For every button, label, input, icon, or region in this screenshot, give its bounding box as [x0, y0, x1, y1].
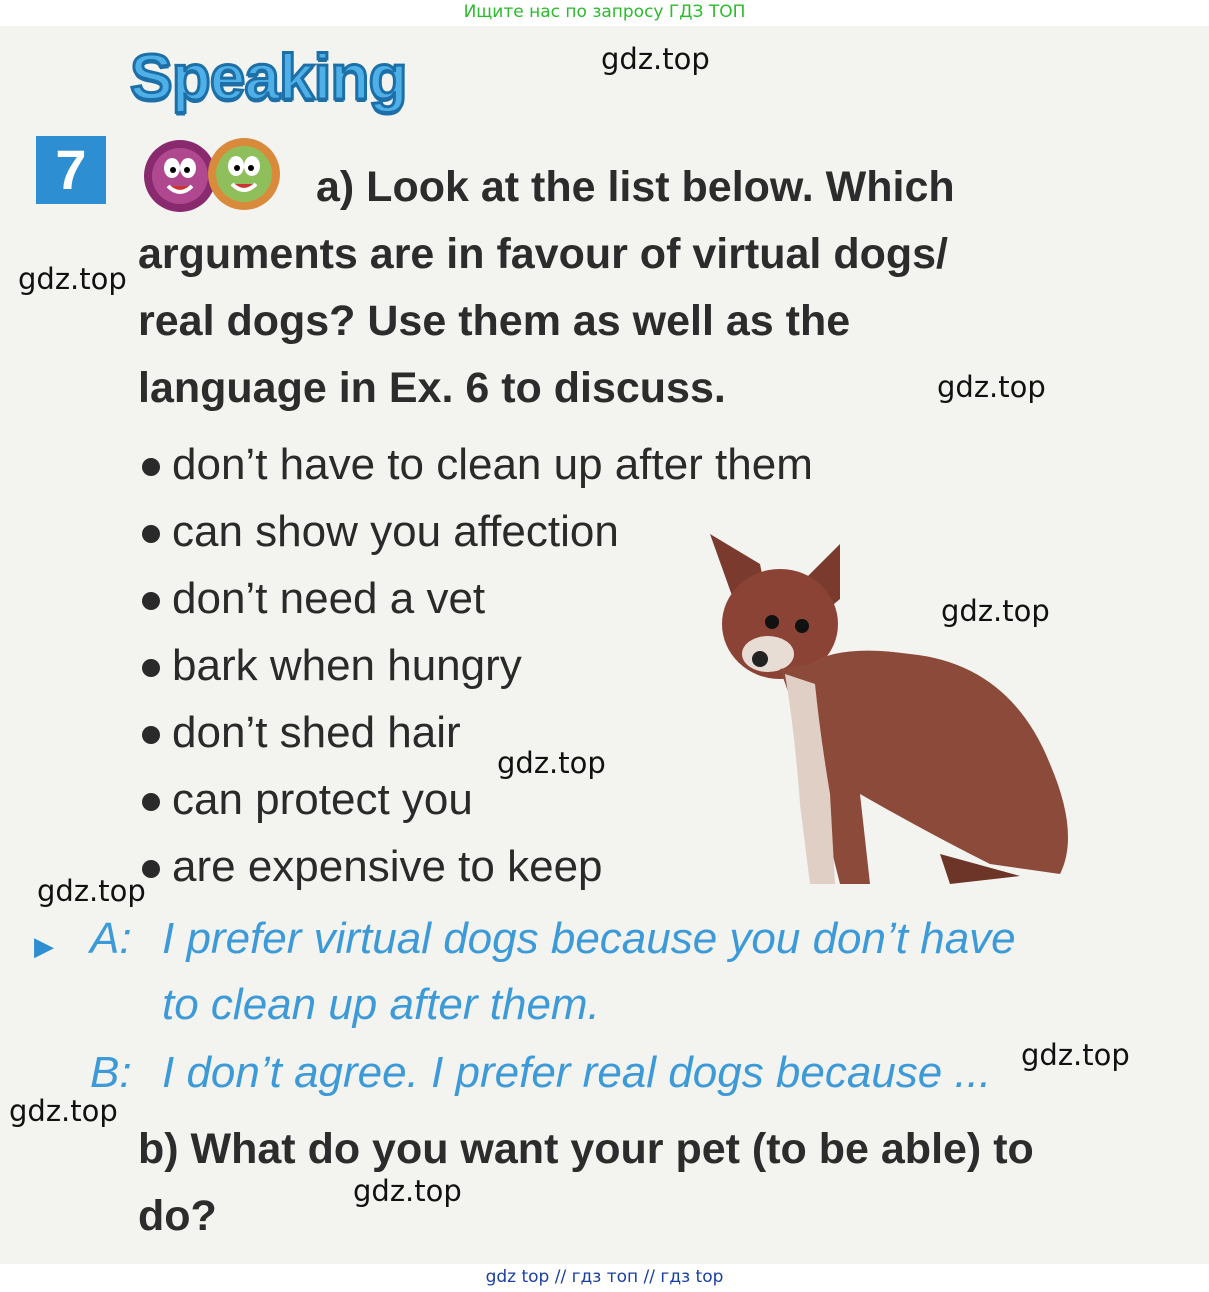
textbook-page — [0, 26, 1209, 1264]
bullet-icon — [142, 659, 160, 677]
chihuahua-dog-image — [690, 504, 1090, 904]
bullet-icon — [142, 458, 160, 476]
top-banner[interactable]: Ищите нас по запросу ГДЗ ТОП — [463, 2, 746, 22]
watermark: gdz.top — [497, 746, 606, 780]
list-item: are expensive to keep — [138, 833, 813, 900]
speaker-a-line-1: I prefer virtual dogs because you don’t have — [162, 914, 1016, 963]
bullet-icon — [142, 525, 160, 543]
watermark: gdz.top — [937, 370, 1046, 404]
bullet-icon — [142, 793, 160, 811]
list-item: can show you affection — [138, 498, 813, 565]
bullet-icon — [142, 592, 160, 610]
list-item: don’t need a vet — [138, 565, 813, 632]
watermark: gdz.top — [353, 1174, 462, 1208]
watermark: gdz.top — [18, 262, 127, 296]
watermark: gdz.top — [37, 874, 146, 908]
speaker-a-line-2: to clean up after them. — [162, 980, 600, 1029]
speaker-b-label: B: — [90, 1048, 132, 1097]
bullet-icon — [142, 726, 160, 744]
list-item: bark when hungry — [138, 632, 813, 699]
list-item: don’t have to clean up after them — [138, 431, 813, 498]
bottom-banner[interactable]: gdz top // гдз топ // гдз top — [485, 1267, 724, 1287]
speaker-b-line: I don’t agree. I prefer real dogs because ... — [162, 1048, 992, 1097]
play-arrow-icon: ▶ — [34, 931, 54, 961]
list-item: can protect you — [138, 766, 813, 833]
watermark: gdz.top — [941, 594, 1050, 628]
task-a-instruction: a) Look at the list below. Which arguments are in favour of virtual dogs/ real dogs? Use them as well as the language in Ex. 6 to discuss. — [138, 163, 955, 412]
section-title: Speaking — [130, 41, 407, 113]
exercise-number: 7 — [36, 136, 106, 204]
watermark: gdz.top — [601, 42, 710, 76]
watermark: gdz.top — [1021, 1038, 1130, 1072]
task-b-question: b) What do you want your pet (to be able) to do? — [138, 1125, 1034, 1240]
watermark: gdz.top — [9, 1094, 118, 1128]
speaker-a-label: A: — [90, 914, 132, 963]
list-item: don’t shed hair — [138, 699, 813, 766]
